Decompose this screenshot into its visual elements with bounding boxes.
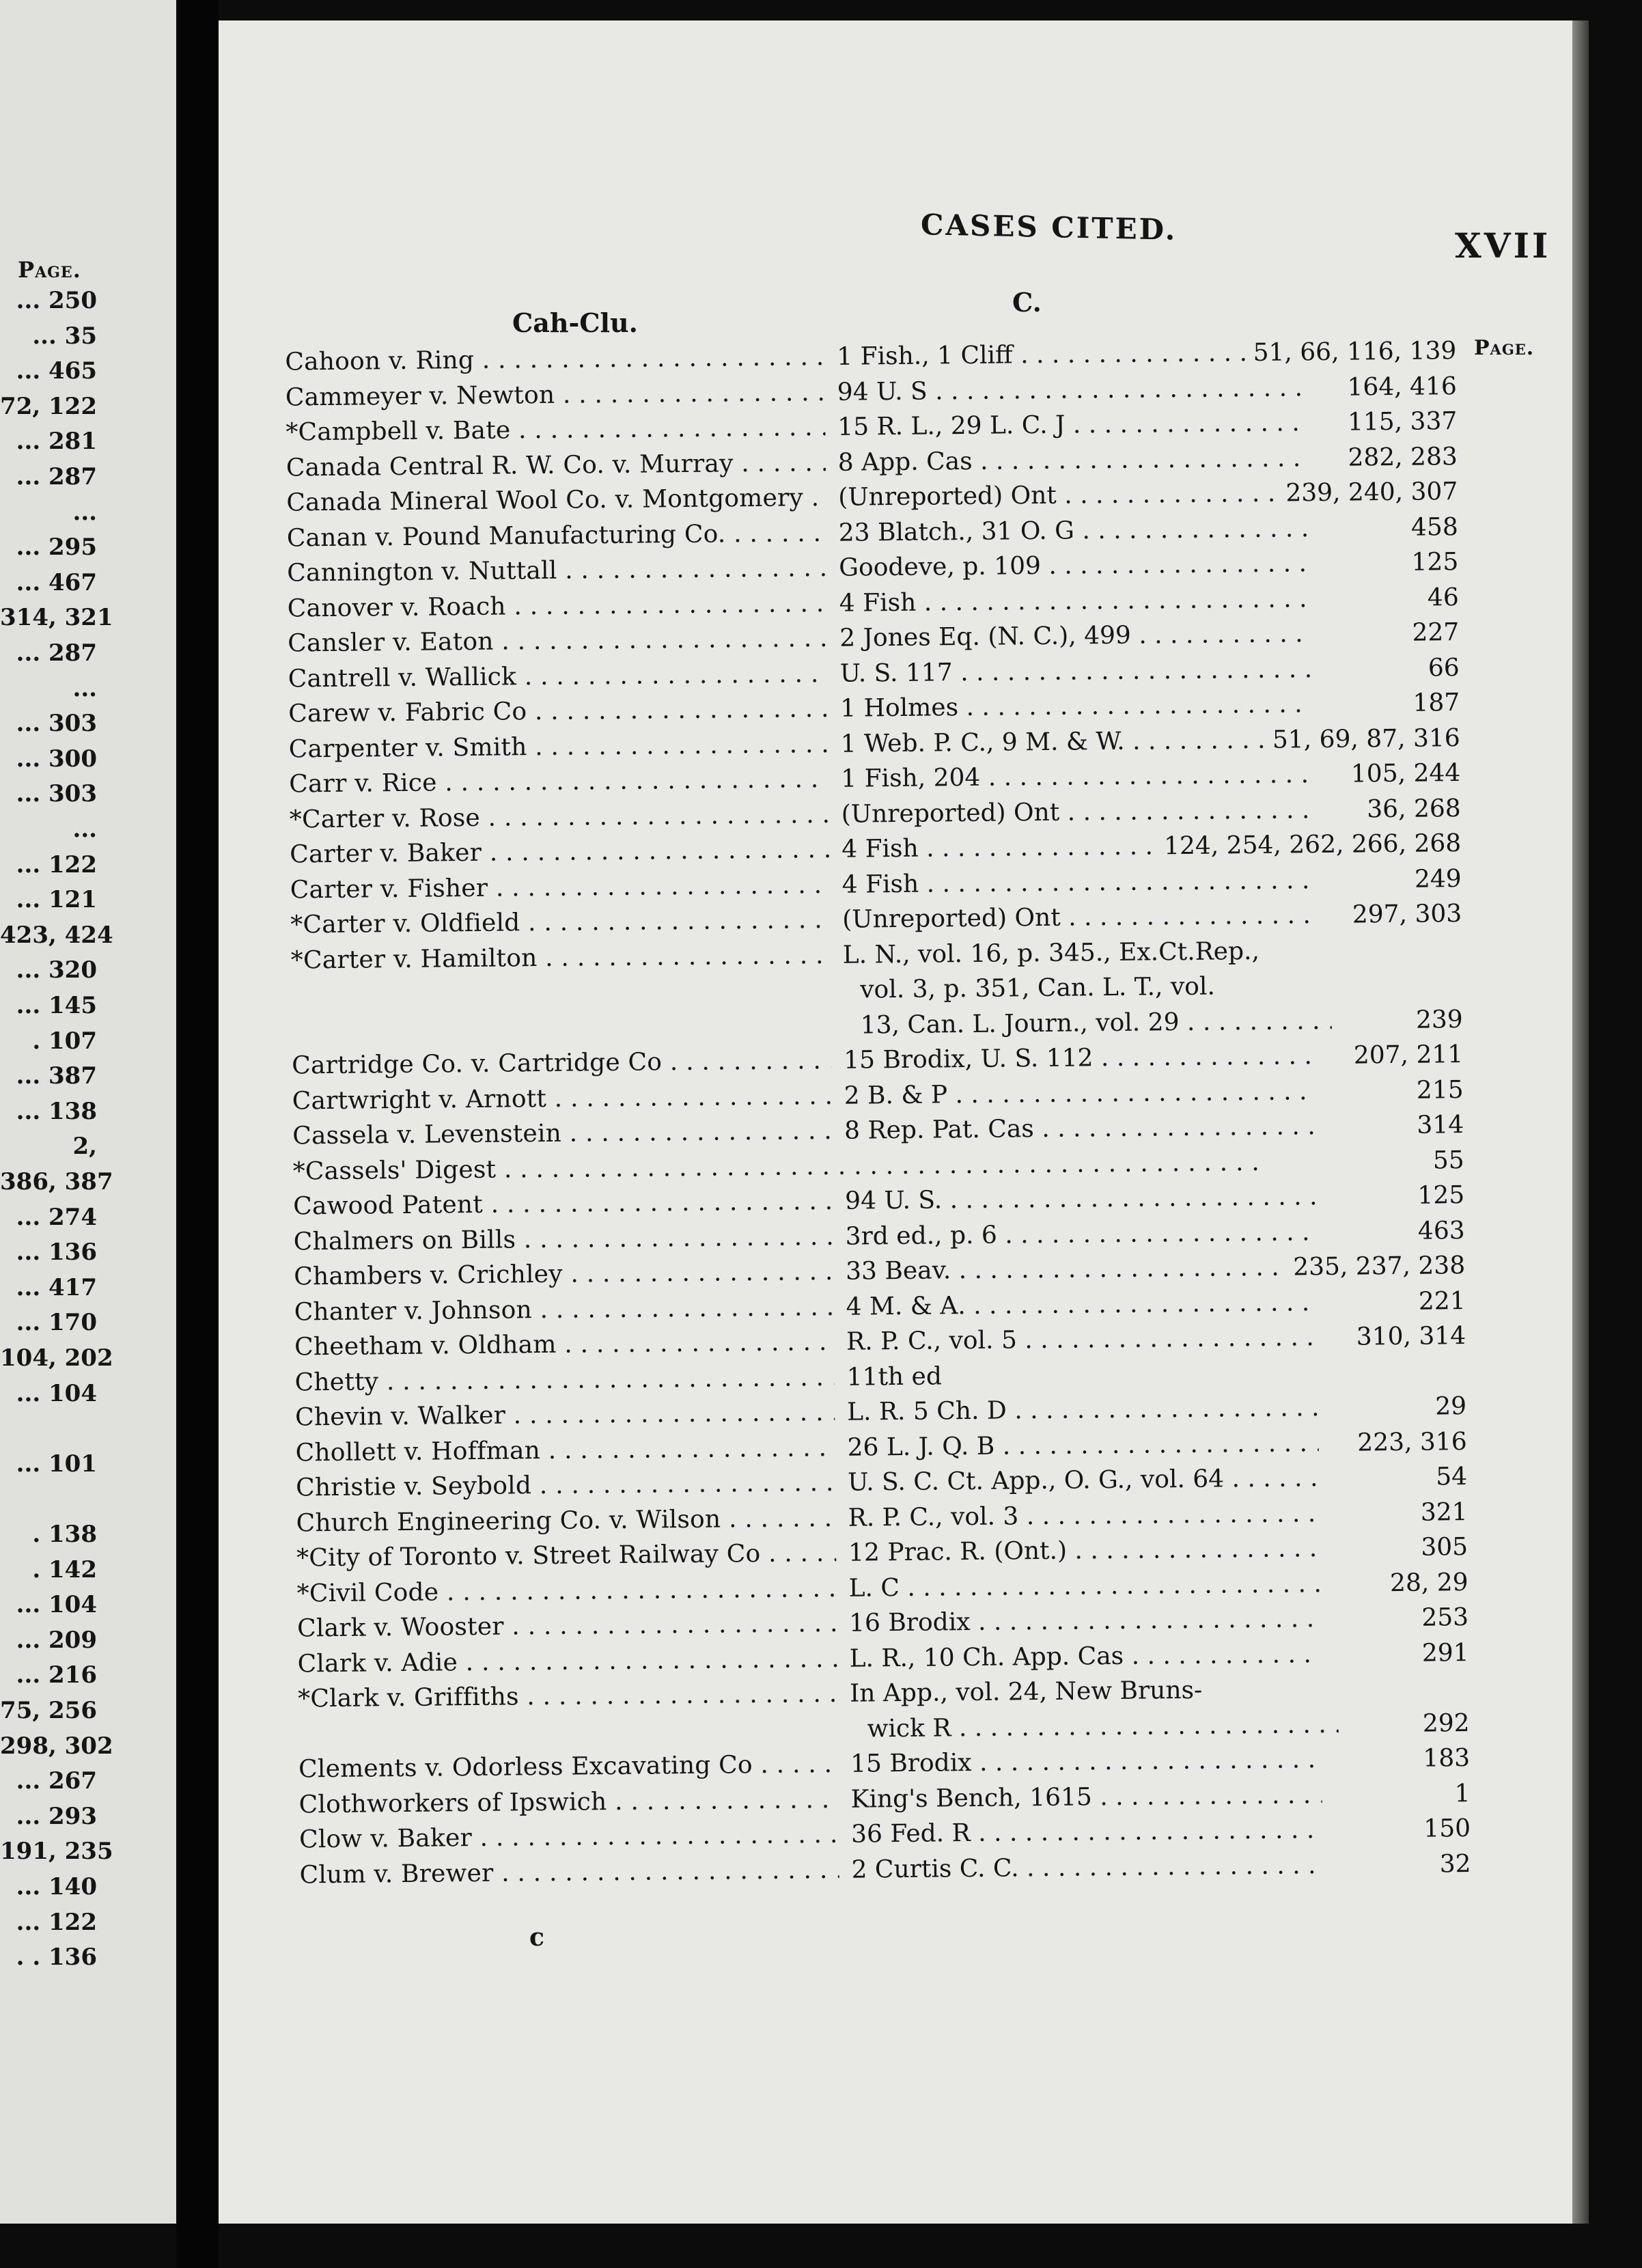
case-reference: 4 Fish . . . xyxy=(842,866,1313,899)
case-name: Cassela v. Levenstein . . . xyxy=(292,1117,832,1150)
case-reference: 12 Prac. R. (Ont.) . . . xyxy=(848,1534,1320,1567)
case-name: Cahoon v. Ring . . . xyxy=(285,343,824,376)
case-reference: L. R., 10 Ch. App. Cas . . . xyxy=(849,1640,1320,1673)
case-name: Cansler v. Eaton . . . xyxy=(288,624,827,658)
case-reference: 2 Curtis C. C. . . . xyxy=(851,1851,1322,1884)
left-page-row: ... 121 xyxy=(16,886,97,914)
section-letter: C. xyxy=(1012,287,1042,318)
case-name: *Carter v. Oldfield . . . xyxy=(290,906,830,939)
left-page-row: ... 250 xyxy=(16,287,97,314)
left-page-header: Page. xyxy=(18,257,81,283)
page-references: 124, 254, 262, 266, 268 xyxy=(1158,829,1461,860)
book-page xyxy=(219,20,1572,2224)
left-page-row: 191, 235 xyxy=(0,1838,113,1866)
left-page-row: 386, 387 xyxy=(0,1168,113,1195)
page-references: 305 xyxy=(1415,1533,1468,1562)
case-name: Clark v. Wooster . . . xyxy=(297,1609,837,1643)
left-page-row: ... 274 xyxy=(16,1203,97,1231)
left-page-row: ... 138 xyxy=(16,1097,97,1125)
left-page-row: ... 145 xyxy=(16,992,97,1019)
left-page-row: ... 122 xyxy=(16,1908,97,1936)
case-name: Chetty . . . xyxy=(294,1363,834,1396)
page-references: 29 xyxy=(1430,1392,1466,1421)
case-reference: 4 Fish . . . xyxy=(841,831,1313,863)
left-page-row: 423, 424 xyxy=(0,921,113,949)
case-name: Clark v. Adie . . . xyxy=(297,1644,837,1678)
case-name: Chalmers on Bills . . . xyxy=(294,1222,833,1256)
left-page-row: ... 140 xyxy=(16,1873,97,1900)
page-references: 183 xyxy=(1417,1744,1470,1773)
case-reference: 36 Fed. R . . . xyxy=(851,1816,1322,1849)
case-reference: 15 Brodix, U. S. 112 . . . xyxy=(844,1042,1315,1075)
case-reference: 1 Web. P. C., 9 M. & W. . . . xyxy=(841,725,1312,758)
left-page-row: ... xyxy=(72,674,97,702)
case-name: Cartwright v. Arnott . . . xyxy=(292,1081,832,1115)
case-reference: 8 Rep. Pat. Cas . . . xyxy=(844,1112,1316,1145)
case-name: Chambers v. Crichley . . . xyxy=(294,1258,833,1291)
left-page-row: ... 387 xyxy=(16,1062,97,1090)
case-reference: 13, Can. L. Journ., vol. 29 . . . xyxy=(861,1006,1332,1039)
page-references: 187 xyxy=(1407,689,1460,717)
left-page-row: ... 122 xyxy=(16,850,97,879)
case-name: *Civil Code . . . xyxy=(296,1574,836,1607)
case-reference: L. N., vol. 16, p. 345., Ex.Ct.Rep., xyxy=(842,937,1260,969)
case-name: Canada Central R. W. Co. v. Murray . . . xyxy=(286,448,826,482)
case-name: Cantrell v. Wallick . . . xyxy=(288,659,828,693)
case-name: Cawood Patent . . . xyxy=(293,1187,833,1221)
case-reference: 94 U. S . . . xyxy=(837,374,1309,406)
page-references: 458 xyxy=(1406,513,1458,542)
page-references: 164, 416 xyxy=(1341,372,1457,402)
page-references: 314 xyxy=(1411,1111,1464,1139)
case-reference: King's Bench, 1615 . . . xyxy=(850,1781,1322,1814)
case-name: Canada Mineral Wool Co. v. Montgomery . . . xyxy=(286,484,826,517)
page-references: 239, 240, 307 xyxy=(1280,478,1458,507)
left-page-row: ... 467 xyxy=(16,568,97,596)
left-page-row: 72, 122 xyxy=(0,392,97,420)
left-page-row: ... 287 xyxy=(16,463,97,490)
left-page-row: ... 320 xyxy=(16,956,97,984)
case-name: *Cassels' Digest . . . xyxy=(293,1148,1270,1185)
case-name: Canover v. Roach . . . xyxy=(288,589,827,622)
case-reference: 4 Fish . . . xyxy=(839,585,1311,618)
page-references: 297, 303 xyxy=(1347,900,1462,929)
case-name: Clements v. Odorless Excavating Co . . . xyxy=(298,1750,838,1784)
case-name: Carter v. Fisher . . . xyxy=(290,870,830,904)
left-page-row: ... 300 xyxy=(16,745,97,773)
page-references: 28, 29 xyxy=(1384,1568,1469,1597)
case-name: *Clark v. Griffiths . . . xyxy=(298,1680,837,1713)
case-reference: 3rd ed., p. 6 . . . xyxy=(845,1218,1316,1251)
page-references: 291 xyxy=(1417,1639,1469,1668)
left-page-row: ... 417 xyxy=(16,1273,97,1301)
case-name: *Carter v. Hamilton . . . xyxy=(291,941,831,974)
case-reference: 33 Beav. . . . xyxy=(846,1253,1317,1286)
case-reference: 11th ed xyxy=(846,1361,943,1392)
case-reference: 1 Holmes . . . xyxy=(840,690,1311,723)
page-references: 215 xyxy=(1411,1076,1464,1105)
left-page-row: ... 303 xyxy=(16,710,97,738)
page-column-label: Page. xyxy=(1474,336,1535,360)
case-name: Carr v. Rice . . . xyxy=(289,765,829,799)
previous-page-fragment xyxy=(0,0,176,2224)
left-page-row: ... 465 xyxy=(16,357,97,385)
page-references: 282, 283 xyxy=(1342,443,1458,472)
case-reference: L. R. 5 Ch. D . . . xyxy=(847,1394,1318,1426)
page-references: 463 xyxy=(1413,1217,1465,1245)
left-page-row: ... 267 xyxy=(16,1767,97,1795)
running-head: CASES CITED. xyxy=(921,208,1178,247)
page-references: 227 xyxy=(1406,618,1459,647)
left-page-row: ... 101 xyxy=(16,1450,97,1478)
page-references: 32 xyxy=(1434,1850,1471,1879)
case-reference: (Unreported) Ont . . . xyxy=(841,796,1313,829)
case-name: Clum v. Brewer . . . xyxy=(299,1855,839,1889)
case-reference: U. S. C. Ct. App., O. G., vol. 64 . . . xyxy=(848,1464,1319,1497)
page-references: 310, 314 xyxy=(1351,1322,1466,1351)
left-page-row: ... 35 xyxy=(32,322,97,350)
case-reference: 2 B. & P . . . xyxy=(844,1077,1316,1110)
case-reference: 2 Jones Eq. (N. C.), 499 . . . xyxy=(839,620,1311,652)
left-page-row: 75, 256 xyxy=(0,1697,97,1724)
case-name: *City of Toronto v. Street Railway Co . . . xyxy=(296,1539,836,1573)
page-references: 46 xyxy=(1422,583,1459,612)
page-references: 321 xyxy=(1415,1498,1468,1527)
case-name: *Campbell v. Bate . . . xyxy=(286,413,825,447)
citation-list xyxy=(209,15,1584,2231)
case-reference: wick R . . . xyxy=(867,1710,1338,1743)
case-reference: 8 App. Cas . . . xyxy=(838,444,1309,477)
page-references: 125 xyxy=(1412,1181,1464,1210)
page-references: 55 xyxy=(1428,1146,1464,1175)
case-name: Christie v. Seybold . . . xyxy=(296,1469,835,1502)
case-reference: 1 Fish., 1 Cliff . . . xyxy=(837,338,1308,371)
left-page-row: ... 303 xyxy=(16,780,97,808)
case-name: Cartridge Co. v. Cartridge Co . . . xyxy=(292,1047,831,1080)
left-page-row: . 142 xyxy=(32,1555,97,1584)
case-reference: 1 Fish, 204 . . . xyxy=(841,760,1312,793)
case-reference: 15 Brodix . . . xyxy=(850,1745,1322,1778)
left-page-row: ... 281 xyxy=(16,428,97,456)
case-name: Cheetham v. Oldham . . . xyxy=(294,1328,834,1361)
case-reference: 23 Blatch., 31 O. G . . . xyxy=(839,514,1310,547)
left-page-row: ... xyxy=(72,816,97,843)
case-reference: Goodeve, p. 109 . . . xyxy=(839,549,1310,582)
case-reference: (Unreported) Ont . . . xyxy=(842,901,1313,934)
page-references: 207, 211 xyxy=(1348,1040,1464,1070)
left-page-row: ... 287 xyxy=(16,639,97,667)
left-page-row: ... 216 xyxy=(16,1661,97,1689)
case-name: Clow v. Baker . . . xyxy=(299,1821,839,1854)
page-references: 150 xyxy=(1418,1814,1471,1843)
left-page-row: ... 209 xyxy=(16,1626,97,1654)
page-references: 235, 237, 238 xyxy=(1288,1251,1465,1281)
case-name: Chevin v. Walker . . . xyxy=(295,1398,835,1432)
left-page-row: 314, 321 xyxy=(0,604,113,632)
case-reference: 16 Brodix . . . xyxy=(849,1605,1320,1637)
case-reference: R. P. C., vol. 5 . . . xyxy=(846,1323,1318,1356)
left-page-row: ... 104 xyxy=(16,1591,97,1619)
page-references: 105, 244 xyxy=(1346,759,1461,788)
case-name: Carter v. Baker . . . xyxy=(290,835,829,869)
case-name: Canan v. Pound Manufacturing Co. . . . xyxy=(287,518,826,552)
page-references: 223, 316 xyxy=(1352,1428,1467,1457)
page-references: 253 xyxy=(1416,1603,1469,1632)
case-reference: R. P. C., vol. 3 . . . xyxy=(848,1499,1319,1532)
case-name: Clothworkers of Ipswich . . . xyxy=(298,1785,838,1818)
case-reference: vol. 3, p. 351, Can. L. T., vol. xyxy=(860,972,1216,1004)
range-label: Cah-Clu. xyxy=(512,307,638,338)
page-references: 292 xyxy=(1417,1709,1470,1738)
left-page-row: ... 170 xyxy=(16,1309,97,1337)
case-name: Cannington v. Nuttall . . . xyxy=(287,554,826,587)
signature-mark: c xyxy=(529,1923,544,1952)
left-page-row: . 107 xyxy=(32,1027,97,1055)
case-name: Church Engineering Co. v. Wilson . . . xyxy=(296,1504,835,1537)
page-edge xyxy=(1572,20,1589,2224)
case-name: Cammeyer v. Newton . . . xyxy=(286,378,825,411)
page-references: 51, 69, 87, 316 xyxy=(1267,724,1460,754)
page-references: 51, 66, 116, 139 xyxy=(1247,337,1456,367)
left-page-row: ... 136 xyxy=(16,1239,97,1267)
case-reference: (Unreported) Ont . . . xyxy=(838,479,1309,512)
left-page-row: . 138 xyxy=(32,1521,97,1548)
page-references: 239 xyxy=(1410,1006,1463,1034)
case-reference: L. C . . . xyxy=(848,1570,1320,1603)
left-page-row: ... xyxy=(72,498,97,526)
case-name: Carew v. Fabric Co . . . xyxy=(288,695,828,728)
page-references: 36, 268 xyxy=(1361,794,1461,823)
left-page-row: ... 295 xyxy=(16,534,97,562)
case-name: *Carter v. Rose . . . xyxy=(290,800,829,833)
case-reference: 4 M. & A. . . . xyxy=(846,1288,1317,1321)
case-reference: In App., vol. 24, New Bruns- xyxy=(849,1676,1203,1708)
case-reference: 15 R. L., 29 L. C. J . . . xyxy=(837,409,1309,441)
page-references: 54 xyxy=(1430,1463,1467,1491)
left-page-row: . . 136 xyxy=(16,1944,97,1972)
case-reference: 94 U. S. . . . xyxy=(845,1183,1316,1215)
case-reference: 26 L. J. Q. B . . . xyxy=(847,1429,1318,1462)
case-name: Chanter v. Johnson . . . xyxy=(294,1292,834,1326)
page-references: 249 xyxy=(1409,865,1462,894)
page-references: 1 xyxy=(1449,1780,1470,1808)
case-name: Carpenter v. Smith . . . xyxy=(289,730,829,763)
left-page-row: ... 293 xyxy=(16,1802,97,1830)
page-references: 115, 337 xyxy=(1342,407,1458,437)
left-page-row: ... 104 xyxy=(16,1379,97,1407)
page-number: XVII xyxy=(1455,225,1551,266)
case-reference: U. S. 117 . . . xyxy=(840,655,1311,688)
left-page-row: 298, 302 xyxy=(0,1732,113,1760)
left-page-row: 2, xyxy=(72,1133,97,1161)
left-page-row: 104, 202 xyxy=(0,1344,113,1372)
case-name: Chollett v. Hoffman . . . xyxy=(295,1433,835,1467)
page-references: 221 xyxy=(1413,1287,1466,1316)
page-references: 125 xyxy=(1406,548,1458,577)
page-references: 66 xyxy=(1423,654,1460,682)
